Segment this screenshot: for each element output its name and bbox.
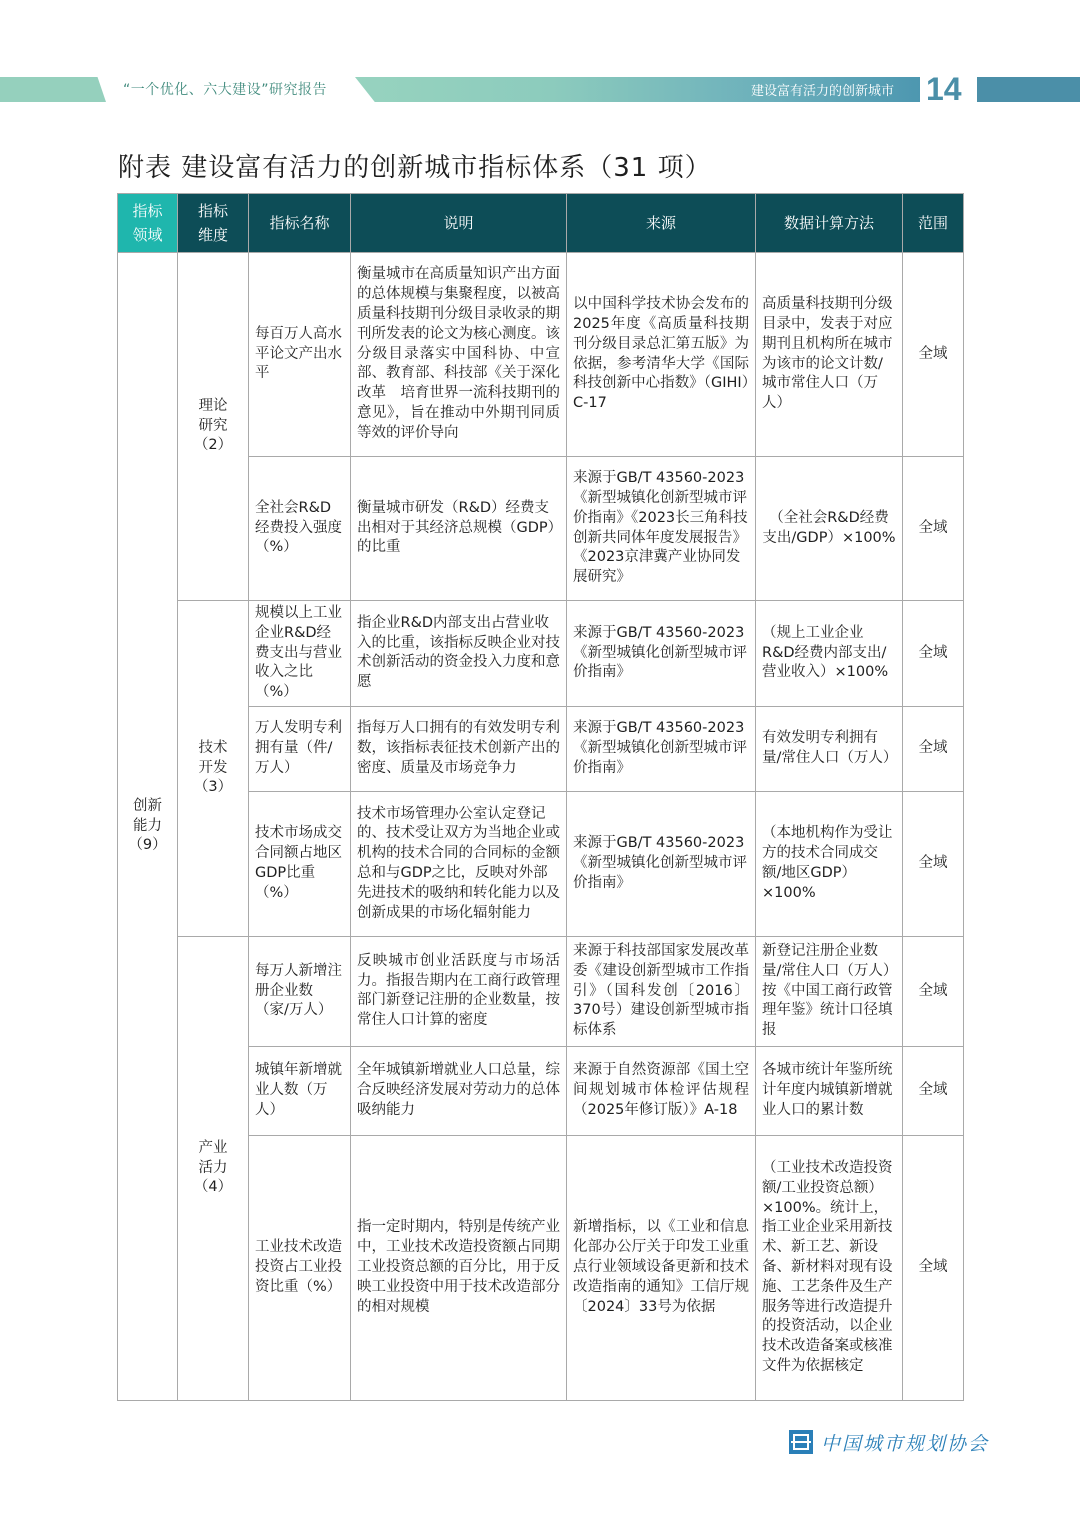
- indicator-method: （本地机构作为受让方的技术合同成交额/地区GDP）×100%: [756, 791, 903, 936]
- domain-line1: 创新: [133, 797, 162, 814]
- dimension-line1: 技术: [198, 739, 228, 756]
- footer-logo: [789, 1428, 989, 1456]
- indicator-scope: 全域: [903, 706, 964, 791]
- indicator-desc: 反映城市创业活跃度与市场活力。指报告期内在工商行政管理部门新登记注册的企业数量，按常住人口计算的密度: [351, 936, 567, 1046]
- indicator-desc: 指企业R&D内部支出占营业收入的比重，该指标反映企业对技术创新活动的资金投入力度和意愿: [351, 601, 567, 707]
- indicator-source: 以中国科学技术协会发布的2025年度《高质量科技期刊分级目录总汇第五版》为依据，参考清华大学《国际科技创新中心指数》（GIHI）C-17: [567, 253, 756, 457]
- indicator-source: 来源于自然资源部《国土空间规划城市体检评估规程（2025年修订版）》A-18: [567, 1046, 756, 1135]
- section-name: 建设富有活力的创新城市: [750, 84, 894, 99]
- indicator-name: 全社会R&D经费投入强度（%）: [249, 457, 351, 601]
- col-header-scope: 范围: [903, 194, 964, 253]
- indicator-name: 城镇年新增就业人数（万人）: [249, 1046, 351, 1135]
- dimension-line2: 开发: [198, 759, 228, 776]
- header-right-decor: [977, 77, 1080, 102]
- indicator-scope: 全域: [903, 791, 964, 936]
- dimension-cell: [178, 253, 249, 601]
- indicator-scope: 全域: [903, 1135, 964, 1400]
- indicator-method: 各城市统计年鉴所统计年度内城镇新增就业人口的累计数: [756, 1046, 903, 1135]
- col-header-name: 指标名称: [249, 194, 351, 253]
- domain-line2: 能力: [133, 817, 162, 834]
- col-header-domain-l1: 指标: [132, 202, 163, 220]
- indicator-name: 规模以上工业企业R&D经费支出与营业收入之比（%）: [249, 601, 351, 707]
- table-row: [118, 253, 964, 457]
- indicator-desc: 指一定时期内，特别是传统产业中，工业技术改造投资额占同期工业投资总额的百分比，用于反映工业投资中用于技术改造部分的相对规模: [351, 1135, 567, 1400]
- col-header-domain: [118, 194, 178, 253]
- col-header-desc: 说明: [351, 194, 567, 253]
- indicator-source: 来源于GB/T 43560-2023《新型城镇化创新型城市评价指南》: [567, 706, 756, 791]
- indicator-source: 新增指标，以《工业和信息化部办公厅关于印发工业重点行业领域设备更新和技术改造指南的通知》工信厅规〔2024〕33号为依据: [567, 1135, 756, 1400]
- table-title: 附表 建设富有活力的创新城市指标体系（31 项）: [118, 153, 712, 183]
- indicator-name: 万人发明专利拥有量（件/万人）: [249, 706, 351, 791]
- dimension-count: （4）: [193, 1179, 233, 1196]
- page-number: 14: [926, 71, 962, 107]
- dimension-line1: 理论: [198, 397, 228, 414]
- indicator-method: 新登记注册企业数量/常住人口（万人）按《中国工商行政管理年鉴》统计口径填报: [756, 936, 903, 1046]
- indicator-source: 来源于GB/T 43560-2023《新型城镇化创新型城市评价指南》《2023长三角科技创新共同体年度发展报告》《2023京津冀产业协同发展研究》: [567, 457, 756, 601]
- page-header: [0, 71, 1080, 107]
- indicator-source: 来源于科技部国家发展改革委《建设创新型城市工作指引》（国科发创〔2016〕370号）建设创新型城市指标体系: [567, 936, 756, 1046]
- col-header-source: 来源: [567, 194, 756, 253]
- indicator-desc: 全年城镇新增就业人口总量，综合反映经济发展对劳动力的总体吸纳能力: [351, 1046, 567, 1135]
- indicator-scope: 全域: [903, 601, 964, 707]
- indicator-method: 有效发明专利拥有量/常住人口（万人）: [756, 706, 903, 791]
- domain-cell: [118, 253, 178, 1401]
- indicator-scope: 全域: [903, 253, 964, 457]
- org-logo-icon: [789, 1430, 813, 1454]
- dimension-cell: [178, 601, 249, 937]
- indicator-method: （全社会R&D经费支出/GDP）×100%: [756, 457, 903, 601]
- indicator-desc: 指每万人口拥有的有效发明专利数，该指标表征技术创新产出的密度、质量及市场竞争力: [351, 706, 567, 791]
- indicator-name: 每百万人高水平论文产出水平: [249, 253, 351, 457]
- col-header-dimension: [178, 194, 249, 253]
- indicator-desc: 衡量城市在高质量知识产出方面的总体规模与集聚程度，以被高质量科技期刊分级目录收录的期刊所发表的论文为核心测度。该分级目录落实中国科协、中宣部、教育部、科技部《关于深化改革 培育世界一流科技期刊的意见》，旨在推动中外期刊同质等效的评价导向: [351, 253, 567, 457]
- indicator-method: （工业技术改造投资额/工业投资总额）×100%。统计上，指工业企业采用新技术、新工艺、新设备、新材料对现有设施、工艺条件及生产服务等进行改造提升的投资活动，以企业技术改造备案或核准文件为依据核定: [756, 1135, 903, 1400]
- domain-count: （9）: [128, 837, 167, 854]
- dimension-line2: 活力: [198, 1159, 228, 1176]
- indicator-scope: 全域: [903, 936, 964, 1046]
- header-left-decor: [0, 77, 106, 102]
- indicator-method: （规上工业企业R&D经费内部支出/营业收入）×100%: [756, 601, 903, 707]
- dimension-cell: [178, 936, 249, 1400]
- col-header-dim-l1: 指标: [197, 202, 228, 220]
- indicator-source: 来源于GB/T 43560-2023《新型城镇化创新型城市评价指南》: [567, 601, 756, 707]
- indicator-scope: 全域: [903, 457, 964, 601]
- indicator-table: [117, 193, 964, 1401]
- indicator-desc: 衡量城市研发（R&D）经费支出相对于其经济总规模（GDP）的比重: [351, 457, 567, 601]
- col-header-domain-l2: 领域: [132, 226, 163, 244]
- dimension-count: （2）: [193, 437, 233, 454]
- indicator-scope: 全域: [903, 1046, 964, 1135]
- indicator-desc: 技术市场管理办公室认定登记的、技术受让双方为当地企业或机构的技术合同的合同标的金额总和与GDP之比，反映对外部先进技术的吸纳和转化能力以及创新成果的市场化辐射能力: [351, 791, 567, 936]
- table-row: [118, 601, 964, 707]
- indicator-source: 来源于GB/T 43560-2023《新型城镇化创新型城市评价指南》: [567, 791, 756, 936]
- col-header-dim-l2: 维度: [197, 226, 228, 244]
- dimension-line2: 研究: [198, 417, 228, 434]
- table-row: [118, 936, 964, 1046]
- indicator-name: 工业技术改造投资占工业投资比重（%）: [249, 1135, 351, 1400]
- report-name: “一个优化、六大建设”研究报告: [123, 82, 328, 98]
- org-name: 中国城市规划协会: [821, 1432, 990, 1455]
- indicator-name: 每万人新增注册企业数（家/万人）: [249, 936, 351, 1046]
- indicator-method: 高质量科技期刊分级目录中，发表于对应期刊且机构所在城市为该市的论文计数/城市常住人口（万人）: [756, 253, 903, 457]
- col-header-method: 数据计算方法: [756, 194, 903, 253]
- dimension-count: （3）: [193, 779, 233, 796]
- dimension-line1: 产业: [198, 1139, 228, 1156]
- indicator-name: 技术市场成交合同额占地区GDP比重（%）: [249, 791, 351, 936]
- table-header-row: [118, 194, 964, 253]
